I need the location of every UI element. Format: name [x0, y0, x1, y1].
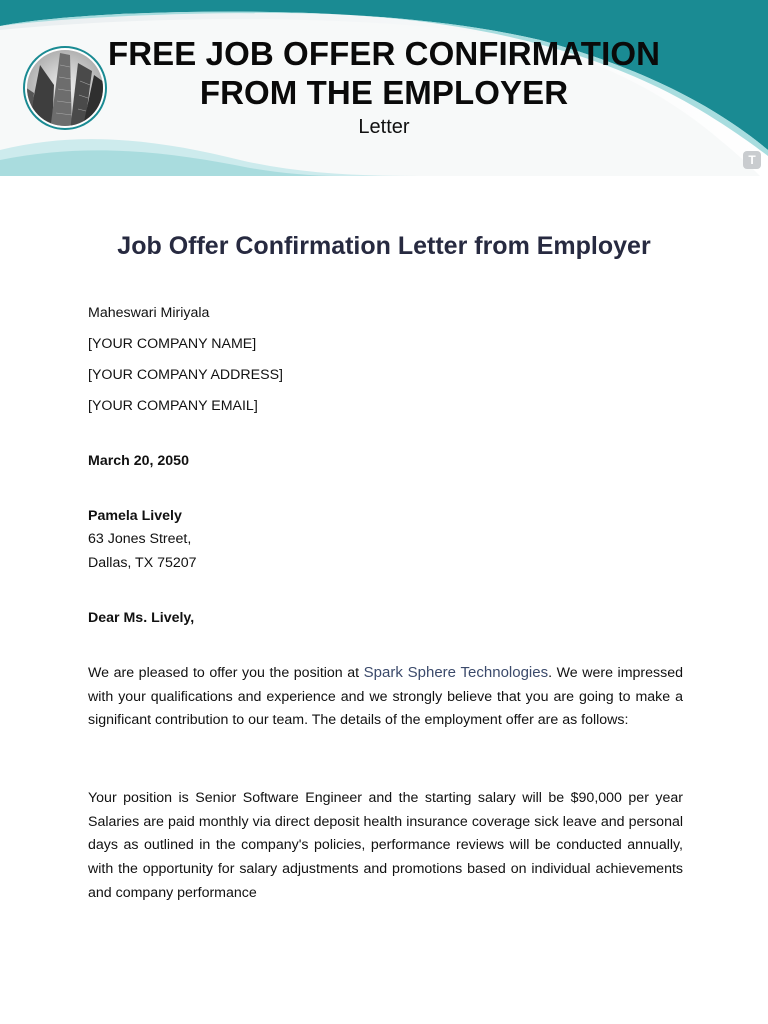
banner-title [90, 34, 678, 112]
banner-title-line2: FROM THE EMPLOYER [199, 74, 569, 111]
paragraph-offer-rest: . We were impressed with your qualifications and experience and we strongly believe that you are going to make a significant contribution to our team. The details of the employment offer are as follows: [88, 665, 684, 729]
paragraph-details: Your position is Senior Software Engineer and the starting salary will be $90,000 per year Salaries are paid monthly via direct deposit health insurance coverage sick leave and personal days as outlined in the company's policies, performance reviews will be conducted annually, with the opportunity for salary adjustments and promotions based on individual achievements and company performance [88, 790, 683, 901]
recipient-city: Dallas, TX 75207 [88, 555, 197, 571]
recipient-name: Pamela Lively [88, 508, 182, 524]
banner-title-line1: FREE JOB OFFER CONFIRMATION [107, 35, 661, 72]
header-banner [0, 0, 768, 176]
banner-subtitle: Letter [358, 116, 410, 138]
salutation: Dear Ms. Lively, [88, 610, 195, 626]
sender-company-address: [YOUR COMPANY ADDRESS] [88, 367, 283, 383]
sender-name: Maheswari Miriyala [88, 305, 210, 321]
paragraph-offer-intro: We are pleased to offer you the position at [88, 665, 364, 681]
paragraph-offer [88, 661, 683, 733]
company-name-link[interactable]: Spark Sphere Technologies [363, 664, 549, 681]
sender-company-email: [YOUR COMPANY EMAIL] [88, 398, 258, 414]
recipient-street: 63 Jones Street, [88, 531, 192, 547]
sender-company-name: [YOUR COMPANY NAME] [88, 336, 257, 352]
document-title: Job Offer Confirmation Letter from Employer [117, 232, 651, 260]
letter-date: March 20, 2050 [88, 453, 189, 469]
template-badge-icon: T [743, 151, 761, 169]
